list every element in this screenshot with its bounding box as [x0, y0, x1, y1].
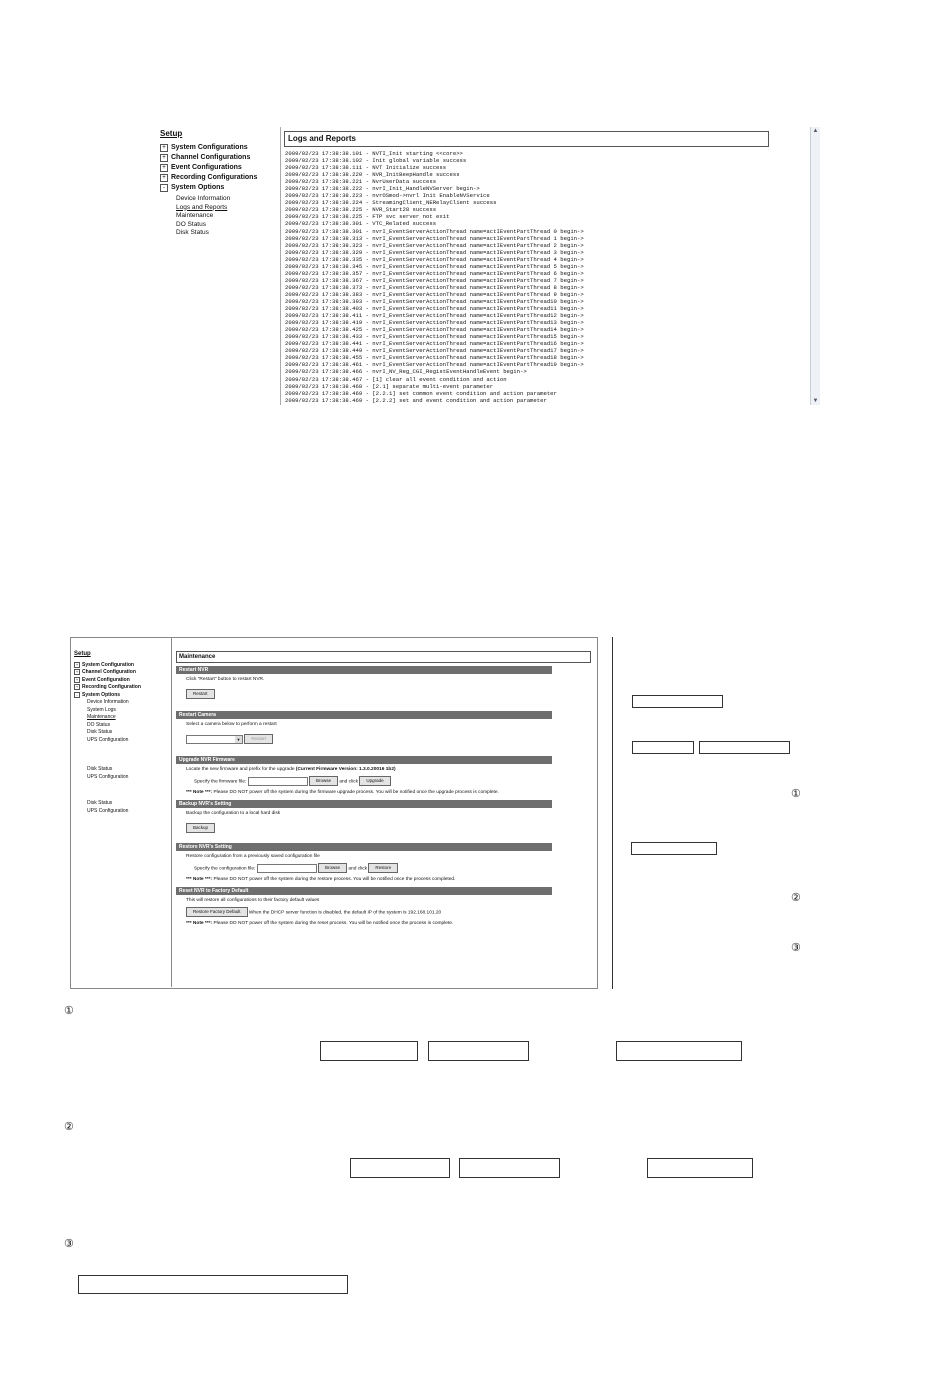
factory-reset-section: [176, 887, 594, 927]
restart-nvr-section: [176, 666, 594, 699]
sidebar-group-label: System Options: [82, 691, 121, 698]
section-text: Select a camera below to perform a restart: [186, 722, 277, 727]
section-header: Backup NVR's Setting: [176, 800, 552, 808]
sidebar-group-label: System Configurations: [171, 144, 248, 151]
note-text: Please DO NOT power off the system during the firmware upgrade process. You will be notified once the upgrade process is complete.: [213, 790, 499, 795]
section-header: Restart NVR: [176, 666, 552, 674]
log-line: 2009/02/23 17:38:38.367 - nvrI_EventServerActionThread name=actIEventPartThread 7 begin->: [285, 276, 584, 284]
restore-section: [176, 843, 594, 883]
logs-content: [284, 131, 810, 405]
log-line: 2009/02/23 17:38:38.323 - nvrI_EventServerActionThread name=actIEventPartThread 2 begin->: [285, 241, 584, 249]
restart-camera-button[interactable]: Restart: [244, 734, 273, 744]
annotation-box: [632, 741, 694, 754]
log-line: 2009/02/23 17:38:38.102 - Init global variable success: [285, 157, 467, 165]
log-line: 2009/02/23 17:38:38.224 - StreamingClient_NERelayClient success: [285, 199, 497, 207]
explanation-marker-1: ①: [64, 1005, 74, 1017]
vertical-scrollbar[interactable]: [810, 127, 820, 405]
sidebar-item-device-information[interactable]: Device Information: [176, 195, 231, 202]
sidebar-item-maintenance[interactable]: Maintenance: [176, 212, 214, 219]
log-line: 2009/02/23 17:38:38.449 - nvrI_EventServerActionThread name=actIEventPartThread17 begin->: [285, 347, 584, 355]
sidebar-item-ups-configuration[interactable]: UPS Configuration: [87, 736, 129, 743]
annotation-box: [631, 842, 717, 855]
logs-sidebar: [158, 127, 280, 405]
log-line: 2009/02/23 17:38:38.419 - nvrI_EventServerActionThread name=actIEventPartThread13 begin->: [285, 319, 584, 327]
annotation-box: [616, 1041, 742, 1061]
sidebar-item-disk-status[interactable]: Disk Status: [87, 800, 113, 806]
log-line: 2009/02/23 17:38:38.393 - nvrI_EventServerActionThread name=actIEventPartThread10 begin->: [285, 297, 584, 305]
sidebar-item-system-logs[interactable]: System Logs: [87, 706, 116, 713]
log-line: 2009/02/23 17:38:38.221 - NvrUserData success: [285, 178, 437, 186]
firmware-file-input[interactable]: [248, 777, 308, 786]
sidebar-group-label: System Options: [171, 184, 225, 191]
sidebar-item-disk-status[interactable]: Disk Status: [87, 729, 113, 735]
and-click-label: and click: [348, 866, 368, 872]
log-line: 2009/02/23 17:38:38.225 - NVR_Start28 success: [285, 206, 437, 214]
backup-section: [176, 800, 594, 833]
expand-icon[interactable]: +: [75, 676, 79, 682]
log-line: 2009/02/23 17:38:38.301 - nvrI_EventServerActionThread name=actIEventPartThread 0 begin->: [285, 227, 584, 235]
log-line: 2009/02/23 17:38:38.455 - nvrI_EventServerActionThread name=actIEventPartThread18 begin->: [285, 354, 584, 362]
sidebar-group-label: Event Configuration: [82, 676, 130, 683]
log-line: 2009/02/23 17:38:38.101 - NVTI_Init starting <<core>>: [285, 150, 463, 157]
annotation-box: [459, 1158, 560, 1178]
log-line: 2009/02/23 17:38:38.469 - [2.2.2] set and event condition and action parameter: [285, 396, 547, 404]
explanation-marker-2: ②: [64, 1121, 74, 1133]
section-text: Click "Restart" button to restart NVR.: [186, 677, 265, 682]
log-line: 2009/02/23 17:38:38.383 - nvrI_EventServerActionThread name=actIEventPartThread 9 begin->: [285, 290, 584, 298]
browse-button[interactable]: Browse: [318, 863, 347, 873]
log-line: 2009/02/23 17:38:38.223 - nvrOSmod->nvrl Init EnableNVService: [285, 192, 490, 200]
sidebar-group-label: Recording Configurations: [171, 174, 258, 181]
sidebar-divider: [171, 637, 172, 987]
log-line: 2009/02/23 17:38:38.467 - [1] clear all event condition and action: [285, 375, 507, 383]
sidebar-item-logs-and-reports[interactable]: Logs and Reports: [176, 203, 228, 211]
dhcp-info-text: When the DHCP server function is disabled, the default IP of the system is 192.168.101.20: [248, 910, 442, 916]
sidebar-group-channel-configuration[interactable]: [74, 669, 168, 677]
log-line: 2009/02/23 17:38:38.468 - [2.1] separate multi-event parameter: [285, 382, 494, 390]
section-text: Restore configuration from a previously saved configuration file: [186, 854, 320, 859]
sidebar-group-system-configurations[interactable]: [160, 143, 280, 153]
log-line: 2009/02/23 17:38:38.329 - nvrI_EventServerActionThread name=actIEventPartThread 3 begin->: [285, 248, 584, 256]
log-line: 2009/02/23 17:38:38.222 - nvrI_Init_HandleNVServer begin->: [285, 185, 480, 193]
restore-factory-default-button[interactable]: Restore Factory Default: [186, 907, 248, 917]
annotation-box: [632, 695, 723, 708]
log-line: 2009/02/23 17:38:38.466 - nvrI_NV_Reg_CGI_RegistEventHandleEvent begin->: [285, 368, 527, 376]
sidebar-group-system-options[interactable]: [160, 183, 280, 193]
browse-button[interactable]: Browse: [309, 776, 338, 786]
log-line: 2009/02/23 17:38:38.335 - nvrI_EventServerActionThread name=actIEventPartThread 4 begin->: [285, 255, 584, 263]
section-text: [176, 766, 594, 773]
sidebar-group-label: System Configuration: [82, 661, 134, 668]
page-title: Logs and Reports: [284, 131, 769, 147]
expand-icon[interactable]: +: [75, 669, 79, 674]
note-text: Please DO NOT power off the system during the restore process. You will be notified once the process completed.: [213, 877, 456, 882]
sidebar-group-channel-configurations[interactable]: [160, 153, 280, 163]
log-line: 2009/02/23 17:38:38.345 - nvrI_EventServerActionThread name=actIEventPartThread 5 begin->: [285, 262, 584, 270]
sidebar-group-recording-configuration[interactable]: [74, 684, 168, 692]
sidebar-item-ups-configuration[interactable]: UPS Configuration: [87, 773, 129, 780]
setup-heading[interactable]: Setup: [74, 651, 91, 657]
config-file-input[interactable]: [257, 864, 317, 873]
restart-nvr-button[interactable]: Restart: [186, 689, 215, 699]
annotation-box: [320, 1041, 418, 1061]
sidebar-group-event-configuration[interactable]: [74, 677, 168, 685]
log-line: 2009/02/23 17:38:38.313 - nvrI_EventServerActionThread name=actIEventPartThread 1 begin->: [285, 234, 584, 242]
log-line: 2009/02/23 17:38:38.425 - nvrI_EventServerActionThread name=actIEventPartThread14 begin->: [285, 326, 584, 334]
upgrade-instructions: Locate the new firmware and prefix for the upgrade: [186, 767, 295, 772]
annotation-marker-2: ②: [791, 892, 801, 904]
sidebar-divider: [280, 127, 281, 405]
sidebar-group-recording-configurations[interactable]: [160, 173, 280, 183]
log-line: 2009/02/23 17:38:38.301 - VTC_Related success: [285, 220, 437, 228]
scroll-up-icon[interactable]: ▲: [812, 128, 819, 134]
reset-note: [176, 920, 594, 927]
sidebar-group-label: Channel Configuration: [82, 669, 136, 675]
log-line: 2009/02/23 17:38:38.411 - nvrI_EventServerActionThread name=actIEventPartThread12 begin->: [285, 312, 584, 320]
section-text: This will restore all configurations to their factory default values: [186, 898, 320, 903]
section-header: Restart Camera: [176, 711, 552, 719]
log-line: 2009/02/23 17:38:38.111 - NVT Initialize success: [285, 164, 447, 172]
chevron-down-icon[interactable]: ▼: [236, 736, 241, 742]
sidebar-item-maintenance[interactable]: Maintenance: [87, 714, 116, 720]
maintenance-screenshot: [70, 637, 598, 989]
note-prefix: *** Note ***:: [186, 790, 213, 795]
annotation-box: [350, 1158, 450, 1178]
sidebar-item-disk-status[interactable]: Disk Status: [87, 766, 113, 772]
restore-button[interactable]: Restore: [368, 863, 398, 873]
log-line: 2009/02/23 17:38:38.461 - nvrI_EventServerActionThread name=actIEventPartThread19 begin->: [285, 361, 584, 369]
config-file-label: Specify the configuration file:: [194, 866, 256, 872]
collapse-icon[interactable]: -: [74, 692, 80, 698]
current-firmware-version: (Current Firmware Version: 1.3.0.20016 1b2): [295, 767, 396, 772]
camera-select[interactable]: [186, 735, 243, 744]
upgrade-note: [176, 789, 594, 796]
note-text: Please DO NOT power off the system during the reset process. You will be notified once the process is complete.: [213, 921, 454, 926]
annotation-separator: [612, 637, 613, 989]
maintenance-content: [176, 651, 594, 927]
annotation-box: [647, 1158, 753, 1178]
sidebar-item-do-status[interactable]: DO Status: [87, 721, 111, 728]
explanation-marker-3: ③: [64, 1238, 74, 1250]
annotation-box: [699, 741, 790, 754]
expand-icon[interactable]: +: [75, 661, 79, 667]
section-header: Reset NVR to Factory Default: [176, 887, 552, 895]
section-text: Backup the configuration to a local hard disk: [186, 811, 281, 816]
maintenance-sidebar: [74, 651, 168, 815]
log-line: 2009/02/23 17:38:38.441 - nvrI_EventServerActionThread name=actIEventPartThread16 begin->: [285, 340, 584, 348]
sidebar-group-label: Recording Configuration: [82, 684, 141, 690]
log-line: 2009/02/23 17:38:38.433 - nvrI_EventServerActionThread name=actIEventPartThread15 begin->: [285, 333, 584, 341]
expand-icon[interactable]: +: [160, 174, 168, 182]
sidebar-item-do-status[interactable]: DO Status: [176, 220, 206, 228]
sidebar-group-label: Event Configurations: [171, 164, 242, 171]
sidebar-item-ups-configuration[interactable]: UPS Configuration: [87, 807, 129, 814]
note-prefix: *** Note ***:: [186, 921, 213, 926]
log-line: 2009/02/23 17:38:38.225 - FTP svc server not exit: [285, 213, 450, 221]
log-line: 2009/02/23 17:38:38.403 - nvrI_EventServerActionThread name=actIEventPartThread11 begin->: [285, 305, 584, 313]
backup-button[interactable]: Backup: [186, 823, 215, 833]
expand-icon[interactable]: +: [160, 154, 168, 162]
upgrade-firmware-section: [176, 756, 594, 796]
upgrade-button[interactable]: Upgrade: [359, 776, 390, 786]
and-click-label: and click: [339, 779, 358, 785]
section-header: Upgrade NVR Firmware: [176, 756, 552, 764]
log-list: [285, 150, 810, 404]
expand-icon[interactable]: +: [75, 684, 79, 689]
collapse-icon[interactable]: -: [160, 184, 168, 192]
log-line: 2009/02/23 17:38:38.220 - NVR_InitBeepHandle success: [285, 171, 460, 179]
sidebar-group-event-configurations[interactable]: [160, 163, 280, 173]
annotation-box: [78, 1275, 348, 1294]
setup-heading[interactable]: Setup: [160, 129, 183, 138]
restore-note: [176, 876, 594, 883]
log-line: 2009/02/23 17:38:38.469 - [2.2.1] set common event condition and action parameter: [285, 389, 557, 397]
scroll-down-icon[interactable]: ▼: [812, 398, 819, 404]
annotation-marker-1: ①: [791, 788, 801, 800]
annotation-box: [428, 1041, 529, 1061]
sidebar-item-device-information[interactable]: Device Information: [87, 699, 129, 705]
expand-icon[interactable]: +: [160, 144, 168, 152]
annotation-marker-3: ③: [791, 942, 801, 954]
sidebar-group-system-options[interactable]: [74, 692, 168, 700]
restart-camera-section: [176, 711, 594, 744]
page-title: Maintenance: [176, 651, 591, 663]
sidebar-group-label: Channel Configurations: [171, 154, 251, 161]
sidebar-group-system-configuration[interactable]: [74, 662, 168, 670]
log-line: 2009/02/23 17:38:38.373 - nvrI_EventServerActionThread name=actIEventPartThread 8 begin->: [285, 283, 584, 291]
expand-icon[interactable]: +: [160, 164, 168, 172]
logs-screenshot: [158, 127, 819, 405]
section-header: Restore NVR's Setting: [176, 843, 552, 851]
log-line: 2009/02/23 17:38:38.357 - nvrI_EventServerActionThread name=actIEventPartThread 6 begin->: [285, 269, 584, 277]
firmware-file-label: Specify the firmware file:: [194, 779, 247, 785]
sidebar-item-disk-status[interactable]: Disk Status: [176, 229, 209, 236]
note-prefix: *** Note ***:: [186, 877, 213, 882]
